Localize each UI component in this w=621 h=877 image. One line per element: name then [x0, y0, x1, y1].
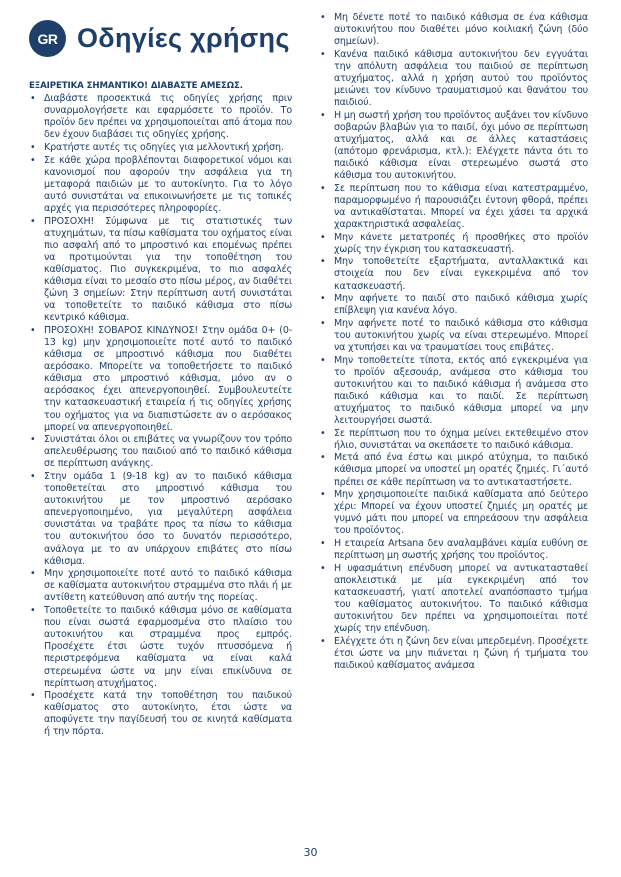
list-item: • Σε κάθε χώρα προβλέπονται διαφορετικοί νόμοι και κανονισμοί που αφορούν την ασφάλεια για τη μεταφορά παιδιών με το αυτοκίνητο. Για το λόγο αυτό συνιστάται να επικοινωνήσετε με τις τοπικές αρχές για περισσότερες πληροφορίες.: [29, 155, 292, 215]
list-item: • Μην κάνετε μετατροπές ή προσθήκες στο προϊόν χωρίς την έγκριση του κατασκευαστή.: [319, 232, 588, 256]
list-item: • Κρατήστε αυτές τις οδηγίες για μελλοντική χρήση.: [29, 142, 292, 154]
list-item: • Συνιστάται όλοι οι επιβάτες να γνωρίζουν τον τρόπο απελευθέρωσης του παιδιού από το παιδικό κάθισμα σε περίπτωση ανάγκης.: [29, 434, 292, 470]
language-badge: GR: [29, 20, 66, 57]
list-item: • Σε περίπτωση που το όχημα μείνει εκτεθειμένο στον ήλιο, συνιστάται να σκεπάσετε το παιδικό κάθισμα.: [319, 428, 588, 452]
left-instruction-list: [29, 93, 292, 738]
list-item: • Μετά από ένα έστω και μικρό ατύχημα, το παιδικό κάθισμα μπορεί να υποστεί μη ορατές ζημιές. Γι΄αυτό πρέπει σε κάθε περίπτωση να το αντικαταστήσετε.: [319, 452, 588, 488]
list-item: • Τοποθετείτε το παιδικό κάθισμα μόνο σε καθίσματα που είναι σωστά εφαρμοσμένα στο πλαίσιο του αυτοκινήτου και στραμμένα προς εμπρός. Προσέχετε έτσι ώστε τυχόν πτυσσόμενα ή περιστρεφόμενα καθίσματα να είναι καλά στερεωμένα ώστε να μην είναι επικίνδυνα σε περίπτωση ατυχήματος.: [29, 605, 292, 690]
list-item: • Μην χρησιμοποιείτε ποτέ αυτό το παιδικό κάθισμα σε καθίσματα αυτοκινήτου στραμμένα στο πλάι ή με αντίθετη κατεύθυνση από αυτήν της πορείας.: [29, 568, 292, 604]
warning-heading: ΕΞΑΙΡΕΤΙΚΑ ΣΗΜΑΝΤΙΚΟ! ΔΙΑΒΑΣΤΕ ΑΜΕΣΩΣ.: [29, 81, 243, 91]
right-instruction-list: [319, 12, 588, 672]
list-item: • Μη δένετε ποτέ το παιδικό κάθισμα σε ένα κάθισμα αυτοκινήτου που διαθέτει μόνο κοιλιακή ζώνη (δύο σημείων).: [319, 12, 588, 48]
list-item: • Στην ομάδα 1 (9-18 kg) αν το παιδικό κάθισμα τοποθετείται στο μπροστινό κάθισμα του αυτοκινήτου με τον μπροστινό αερόσακο απενεργοποιημένο, για μεγαλύτερη ασφάλεια συνιστάται να τραβάτε προς τα πίσω το κάθισμα του αυτοκινήτου όσο το δυνατόν περισσότερο, ανάλογα με το αν υπάρχουν επιβάτες στο πίσω κάθισμα.: [29, 471, 292, 568]
list-item: • Η μη σωστή χρήση του προϊόντος αυξάνει τον κίνδυνο σοβαρών βλαβών για το παιδί, όχι μόνο σε περίπτωση ατυχήματος, αλλά και σε άλλες καταστάσεις (απότομο φρενάρισμα, κτλ.): Ελέγχετε πάντα ότι το παιδικό κάθισμα είναι στερεωμένο σωστά στο κάθισμα του αυτοκινήτου.: [319, 110, 588, 183]
list-item: • Διαβάστε προσεκτικά τις οδηγίες χρήσης πριν συναρμολογήσετε και εφαρμόσετε το προϊόν. Το προϊόν δεν πρέπει να χρησιμοποιείται από άτομα που δεν έχουν διαβάσει τις οδηγίες χρήσης.: [29, 93, 292, 141]
list-item: • Μην αφήνετε ποτέ το παιδικό κάθισμα στο κάθισμα του αυτοκινήτου χωρίς να είναι στερεωμένο. Μπορεί να χτυπήσει και να τραυματίσει τους επιβάτες.: [319, 318, 588, 354]
left-column: [29, 80, 292, 739]
list-item: • Ελέγχετε ότι η ζώνη δεν είναι μπερδεμένη. Προσέχετε έτσι ώστε να μην πιάνεται η ζώνη ή τμήματα του παιδικού καθίσματος ανάμεσα: [319, 636, 588, 672]
page-title: Οδηγίες χρήσης: [77, 23, 290, 53]
list-item: • Η εταιρεία Artsana δεν αναλαμβάνει καμία ευθύνη σε περίπτωση μη σωστής χρήσης του προϊόντος.: [319, 538, 588, 562]
list-item: • Μην χρησιμοποιείτε παιδικά καθίσματα από δεύτερο χέρι: Μπορεί να έχουν υποστεί ζημιές μη ορατές με γυμνό μάτι που μπορεί να επηρεάσουν την ασφάλεια του προϊόντος.: [319, 489, 588, 537]
list-item: • ΠΡΟΣΟΧΗ! ΣΟΒΑΡΟΣ ΚΙΝΔΥΝΟΣ! Στην ομάδα 0+ (0-13 kg) μην χρησιμοποιείτε ποτέ αυτό το παιδικό κάθισμα σε μπροστινό κάθισμα που διαθέτει αερόσακο. Μπορείτε να τοποθετήσετε το παιδικό κάθισμα στο μπροστινό κάθισμα, μόνο αν ο αερόσακος έχει απενεργοποιηθεί. Συμβουλευτείτε την κατασκευαστική εταιρεία ή τις οδηγίες χρήσης του οχήματος για να διαπιστώσετε αν ο αερόσακος μπορεί να απενεργοποιηθεί.: [29, 325, 292, 434]
list-item: • Μην αφήνετε το παιδί στο παιδικό κάθισμα χωρίς επίβλεψη για κανένα λόγο.: [319, 293, 588, 317]
list-item: • Μην τοποθετείτε εξαρτήματα, ανταλλακτικά και στοιχεία που δεν είναι εγκεκριμένα από τον κατασκευαστή.: [319, 256, 588, 292]
list-item: • Κανένα παιδικό κάθισμα αυτοκινήτου δεν εγγυάται την απόλυτη ασφάλεια του παιδιού σε περίπτωση ατυχήματος, αλλά η χρήση αυτού του προϊόντος μειώνει τον κίνδυνο τραυματισμού και θανάτου του παιδιού.: [319, 49, 588, 109]
list-item: • Σε περίπτωση που το κάθισμα είναι κατεστραμμένο, παραμορφωμένο ή παρουσιάζει έντονη φθορά, πρέπει να αντικαθίσταται. Μπορεί να έχει χάσει τα αρχικά χαρακτηριστικά ασφαλείας.: [319, 183, 588, 231]
right-column: [319, 12, 588, 673]
list-item: • Προσέχετε κατά την τοποθέτηση του παιδικού καθίσματος στο αυτοκίνητο, έτσι ώστε να αποφύγετε την παγίδευσή του σε κινητά καθίσματα ή την πόρτα.: [29, 690, 292, 738]
page-number: 30: [303, 846, 318, 859]
list-item: • Μην τοποθετείτε τίποτα, εκτός από εγκεκριμένα για το προϊόν αξεσουάρ, ανάμεσα στο κάθισμα του αυτοκινήτου και το παιδικό κάθισμα ή ανάμεσα στο παιδικό κάθισμα και το παιδί. Σε περίπτωση ατυχήματος το παιδικό κάθισμα μπορεί να μην λειτουργήσει σωστά.: [319, 355, 588, 428]
list-item: • Η υφασμάτινη επένδυση μπορεί να αντικατασταθεί αποκλειστικά με μία εγκεκριμένη από τον κατασκευαστή, γιατί αποτελεί αναπόσπαστο τμήμα του καθίσματος αυτοκινήτου. Το παιδικό κάθισμα αυτοκινήτου δεν πρέπει να χρησιμοποιείται ποτέ χωρίς την επένδυση.: [319, 563, 588, 636]
list-item: • ΠΡΟΣΟΧΗ! Σύμφωνα με τις στατιστικές των ατυχημάτων, τα πίσω καθίσματα του οχήματος είναι πιο ασφαλή από το μπροστινό και επομένως πρέπει να προτιμούνται για την τοποθέτηση του καθίσματος. Πιο συγκεκριμένα, το πιο ασφαλές κάθισμα είναι το μεσαίο στο πίσω μέρος, αν διαθέτει ζώνη 3 σημείων: Στην περίπτωση αυτή συνιστάται να τοποθετείτε το παιδικό κάθισμα στο πίσω κεντρικό κάθισμα.: [29, 216, 292, 325]
